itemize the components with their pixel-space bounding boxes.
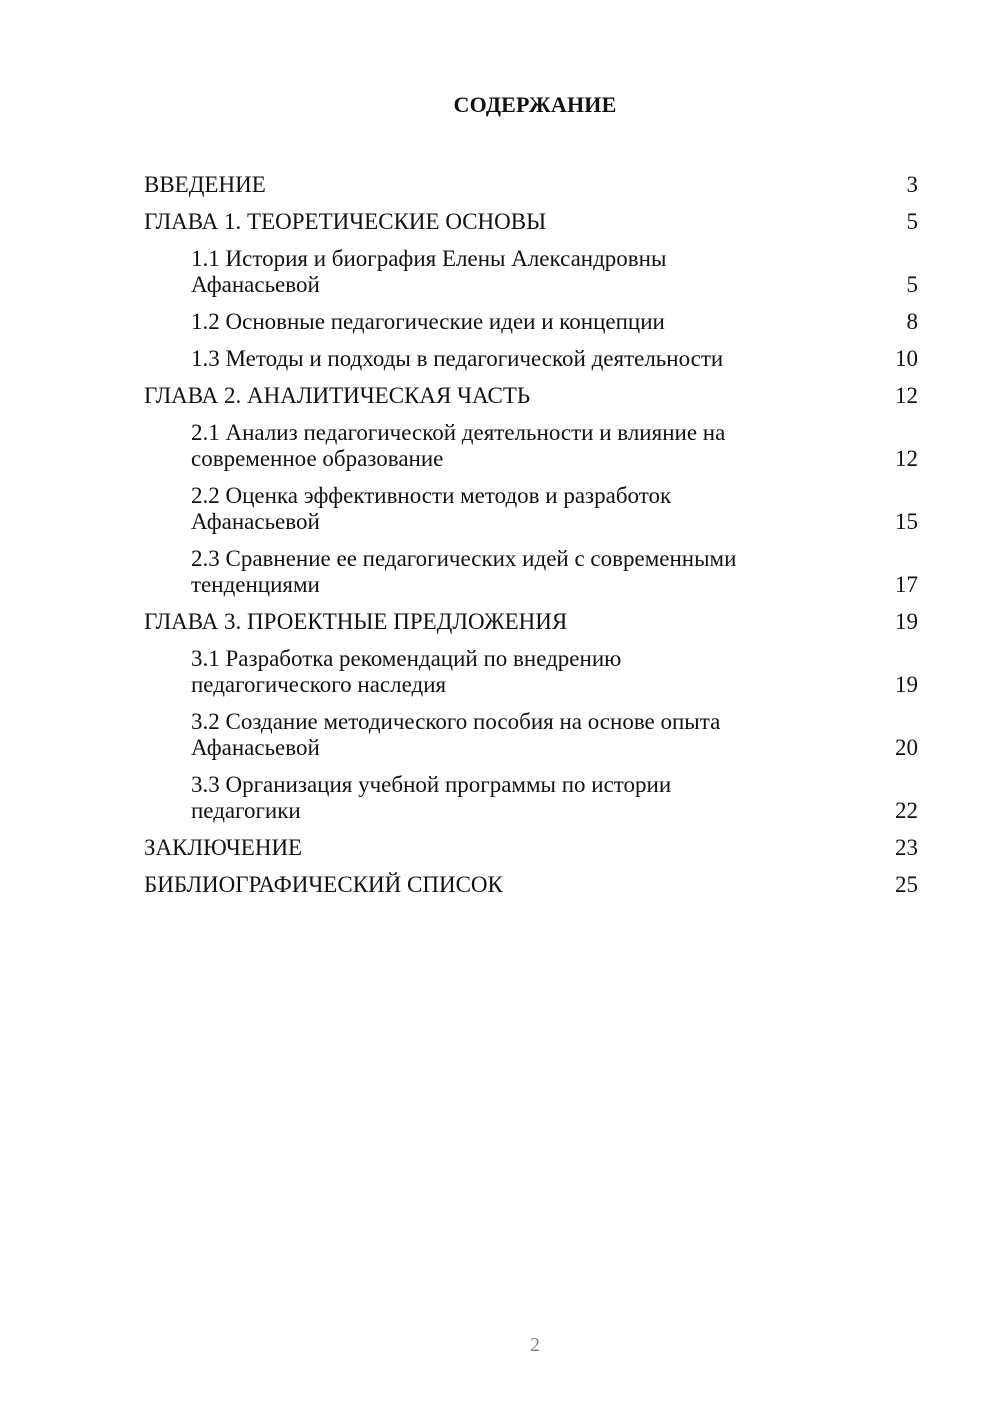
toc-subsection-entry[interactable] [144, 542, 918, 605]
toc-entry-page: 23 [895, 835, 918, 860]
toc-entry-page: 22 [895, 798, 918, 823]
toc-entry-page: 5 [906, 272, 918, 297]
toc-section-entry[interactable] [144, 379, 918, 416]
toc-entry-title: 2.3 Сравнение ее педагогических идей с современными тенденциями [191, 546, 737, 597]
toc-section-entry[interactable] [144, 831, 918, 868]
toc-subsection-entry[interactable] [144, 416, 918, 479]
toc-subsection-entry[interactable] [144, 642, 918, 705]
toc-entry-page: 15 [895, 509, 918, 534]
toc-entry-title: 2.2 Оценка эффективности методов и разработок Афанасьевой [191, 483, 672, 534]
toc-entry-title: 3.3 Организация учебной программы по истории педагогики [191, 772, 672, 823]
toc-entry-page: 19 [895, 672, 918, 697]
toc-entry-page: 3 [906, 172, 918, 197]
toc-entry-page: 12 [895, 446, 918, 471]
toc-entry-title: 2.1 Анализ педагогической деятельности и влияние на современное образование [191, 420, 726, 471]
toc-entry-page: 12 [895, 383, 918, 408]
page-title: СОДЕРЖАНИЕ [453, 92, 617, 117]
toc-entry-title: 1.2 Основные педагогические идеи и концепции [191, 309, 665, 334]
toc-entry-page: 8 [906, 309, 918, 334]
toc-entry-title: ГЛАВА 3. ПРОЕКТНЫЕ ПРЕДЛОЖЕНИЯ [144, 609, 568, 634]
toc-entry-page: 25 [895, 872, 918, 897]
toc-entry-title: 1.1 История и биография Елены Александровны Афанасьевой [191, 246, 667, 297]
toc-entry-page: 10 [895, 346, 918, 371]
toc-entry-page: 5 [906, 209, 918, 234]
toc-subsection-entry[interactable] [144, 479, 918, 542]
toc-subsection-entry[interactable] [144, 705, 918, 768]
toc-section-entry[interactable] [144, 205, 918, 242]
toc-entry-title: 3.2 Создание методического пособия на основе опыта Афанасьевой [191, 709, 721, 760]
toc-entry-title: ГЛАВА 1. ТЕОРЕТИЧЕСКИЕ ОСНОВЫ [144, 209, 547, 234]
toc-section-entry[interactable] [144, 868, 918, 905]
toc-entry-page: 19 [895, 609, 918, 634]
toc-subsection-entry[interactable] [144, 768, 918, 831]
toc-subsection-entry[interactable] [144, 242, 918, 305]
toc-entry-title: 1.3 Методы и подходы в педагогической деятельности [191, 346, 724, 371]
toc-entry-title: ГЛАВА 2. АНАЛИТИЧЕСКАЯ ЧАСТЬ [144, 383, 531, 408]
toc-entry-title: БИБЛИОГРАФИЧЕСКИЙ СПИСОК [144, 872, 503, 897]
toc-entry-page: 20 [895, 735, 918, 760]
toc-entry-page: 17 [895, 572, 918, 597]
table-of-contents [144, 168, 918, 905]
toc-subsection-entry[interactable] [144, 342, 918, 379]
toc-subsection-entry[interactable] [144, 305, 918, 342]
toc-entry-title: ВВЕДЕНИЕ [144, 172, 266, 197]
toc-entry-title: ЗАКЛЮЧЕНИЕ [144, 835, 303, 860]
toc-section-entry[interactable] [144, 605, 918, 642]
page-number: 2 [530, 1334, 540, 1356]
toc-section-entry[interactable] [144, 168, 918, 205]
toc-entry-title: 3.1 Разработка рекомендаций по внедрению педагогического наследия [191, 646, 622, 697]
